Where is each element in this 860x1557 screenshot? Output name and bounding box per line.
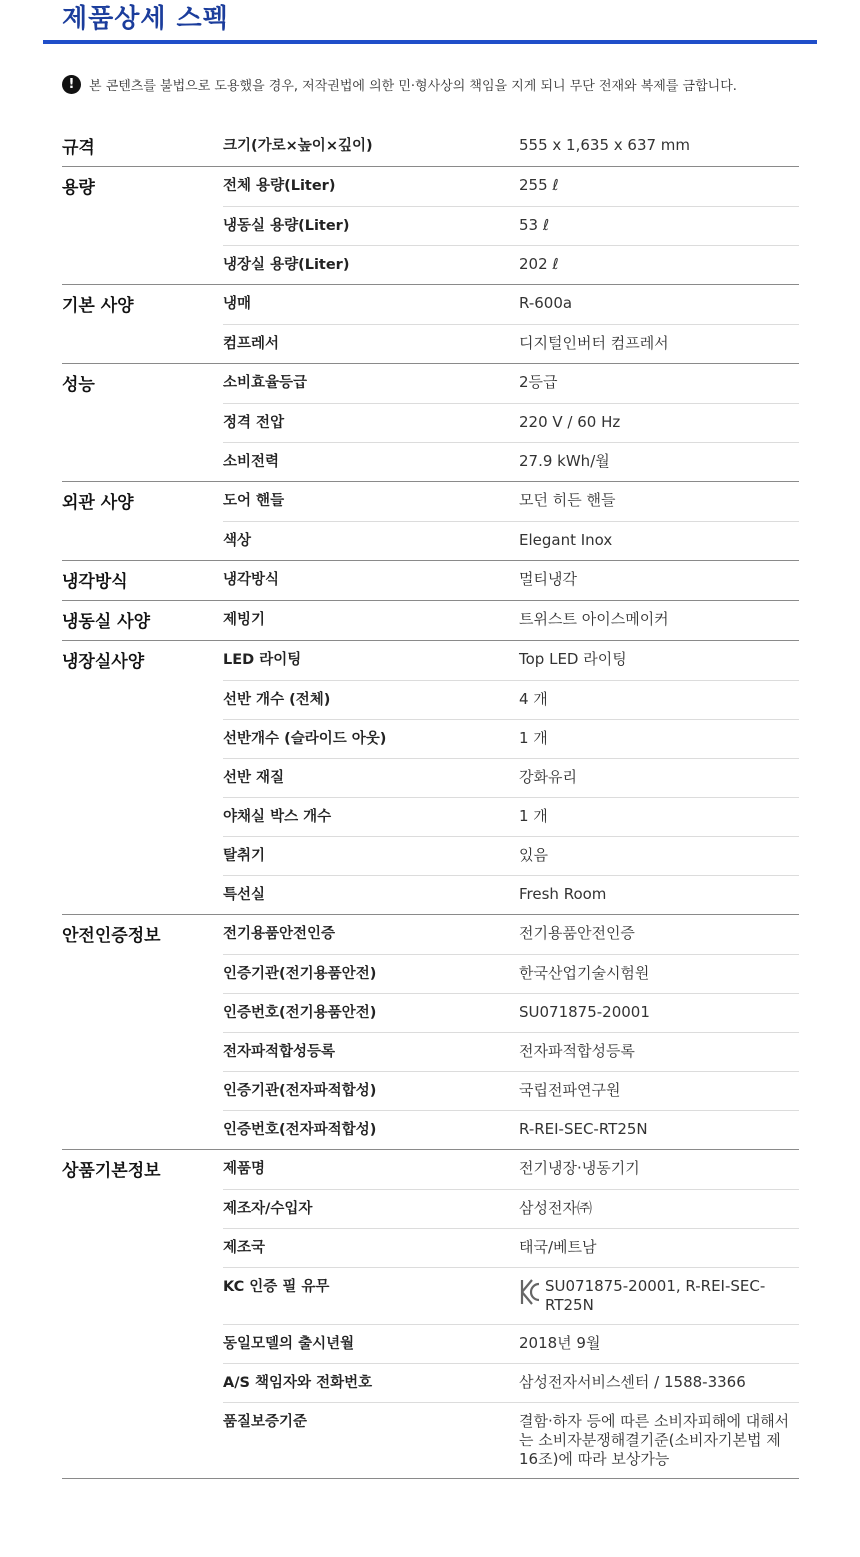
spec-value: Top LED 라이팅 [519,650,627,668]
spec-row [223,127,799,166]
spec-value: 태국/베트남 [519,1238,597,1256]
spec-group [62,167,799,285]
spec-value: 53 ℓ [519,216,550,234]
spec-row [223,521,799,560]
spec-value: Elegant Inox [519,531,613,549]
spec-group-label: 기본 사양 [62,296,134,316]
spec-group-label: 규격 [62,138,95,158]
spec-row [223,364,799,403]
spec-row [223,285,799,324]
spec-row [223,1267,799,1324]
spec-row [223,954,799,993]
spec-row [223,758,799,797]
spec-row [223,1032,799,1071]
spec-value: 27.9 kWh/월 [519,452,610,470]
page-title: 제품상세 스펙 [62,4,229,34]
spec-row [223,167,799,206]
spec-row [223,245,799,284]
spec-group [62,1150,799,1479]
spec-value: 2등급 [519,373,558,391]
spec-row [223,915,799,954]
spec-table [62,127,799,1479]
spec-label: 크기(가로×높이×깊이) [223,138,373,154]
spec-value [519,1277,799,1315]
spec-value: 국립전파연구원 [519,1081,621,1099]
spec-value: 결함·하자 등에 따른 소비자피해에 대해서는 소비자분쟁해결기준(소비자기본법 제16조)에 따라 보상가능 [519,1412,790,1468]
spec-value: 있음 [519,846,548,864]
spec-group-label: 냉동실 사양 [62,612,151,632]
spec-value: 디지털인버터 컴프레서 [519,334,669,352]
spec-row [223,1071,799,1110]
spec-value: 1 개 [519,729,548,747]
spec-rows [223,561,799,600]
spec-row [223,403,799,442]
spec-value: 2018년 9월 [519,1334,601,1352]
spec-label: 전자파적합성등록 [223,1044,336,1060]
spec-label: 품질보증기준 [223,1414,308,1430]
spec-group-label: 안전인증정보 [62,926,161,946]
spec-value: R-600a [519,294,573,312]
spec-group-label: 상품기본정보 [62,1161,161,1181]
spec-row [223,1363,799,1402]
spec-label: 냉장실 용량(Liter) [223,257,350,273]
spec-group [62,127,799,167]
spec-value: 255 ℓ [519,176,559,194]
spec-group [62,482,799,561]
spec-group-label: 냉각방식 [62,572,128,592]
spec-label: A/S 책임자와 전화번호 [223,1375,373,1391]
spec-label: 제조자/수입자 [223,1201,313,1217]
spec-label: 제빙기 [223,612,266,628]
spec-rows [223,1150,799,1478]
spec-group [62,915,799,1150]
spec-rows [223,601,799,640]
spec-rows [223,167,799,284]
spec-label: 소비효율등급 [223,375,308,391]
spec-row [223,875,799,914]
spec-group [62,364,799,482]
spec-row [223,324,799,363]
spec-label: 탈취기 [223,848,266,864]
spec-label: 인증번호(전기용품안전) [223,1005,377,1021]
exclamation-icon: ! [62,75,81,94]
spec-label: 전체 용량(Liter) [223,178,336,194]
spec-label: 냉동실 용량(Liter) [223,218,350,234]
spec-value: 전기냉장·냉동기기 [519,1159,640,1177]
spec-row [223,601,799,640]
spec-label: 야채실 박스 개수 [223,809,332,825]
spec-rows [223,364,799,481]
spec-group [62,285,799,364]
spec-row [223,993,799,1032]
spec-row [223,1110,799,1149]
spec-row [223,442,799,481]
spec-rows [223,915,799,1149]
spec-row [223,561,799,600]
spec-group-label: 외관 사양 [62,493,134,513]
spec-rows [223,127,799,166]
spec-label: 냉각방식 [223,572,280,588]
spec-label: 선반 개수 (전체) [223,692,331,708]
spec-rows [223,482,799,560]
spec-label: 컴프레서 [223,336,280,352]
spec-label: 동일모델의 출시년월 [223,1336,355,1352]
spec-label: KC 인증 필 유무 [223,1279,330,1295]
spec-row [223,1150,799,1189]
spec-row [223,206,799,245]
spec-label: 선반개수 (슬라이드 아웃) [223,731,387,747]
spec-value: 삼성전자서비스센터 / 1588-3366 [519,1373,746,1391]
spec-value: 555 x 1,635 x 637 mm [519,136,691,154]
spec-group [62,641,799,915]
spec-value: 202 ℓ [519,255,559,273]
spec-label: 도어 핸들 [223,493,285,509]
spec-row [223,1402,799,1478]
spec-value: 멀티냉각 [519,570,577,588]
spec-group-label: 성능 [62,375,95,395]
spec-label: 색상 [223,533,252,549]
spec-value: 1 개 [519,807,548,825]
kc-mark-icon [519,1277,541,1307]
spec-label: 인증기관(전기용품안전) [223,966,377,982]
spec-value: 전자파적합성등록 [519,1042,635,1060]
spec-rows [223,641,799,914]
spec-value: 강화유리 [519,768,577,786]
spec-row [223,641,799,680]
copyright-notice [62,74,737,94]
spec-value: Fresh Room [519,885,607,903]
spec-row [223,836,799,875]
spec-row [223,680,799,719]
spec-label: 소비전력 [223,454,280,470]
kc-value-wrap [519,1277,799,1315]
spec-row [223,1228,799,1267]
spec-label: 제조국 [223,1240,266,1256]
spec-row [223,1189,799,1228]
spec-value: 트위스트 아이스메이커 [519,610,669,628]
kc-value-text: SU071875-20001, R-REI-SEC-RT25N [545,1277,766,1314]
spec-label: 선반 재질 [223,770,285,786]
spec-group [62,561,799,601]
spec-value: 220 V / 60 Hz [519,413,621,431]
spec-row [223,797,799,836]
spec-value: 전기용품안전인증 [519,924,635,942]
spec-group-label: 냉장실사양 [62,652,145,672]
spec-label: 특선실 [223,887,266,903]
spec-value: 삼성전자㈜ [519,1199,592,1217]
spec-label: LED 라이팅 [223,652,302,668]
spec-label: 제품명 [223,1161,266,1177]
spec-value: R-REI-SEC-RT25N [519,1120,648,1138]
spec-label: 인증기관(전자파적합성) [223,1083,377,1099]
spec-value: SU071875-20001 [519,1003,650,1021]
spec-label: 전기용품안전인증 [223,926,336,942]
spec-value: 모던 히든 핸들 [519,491,616,509]
spec-label: 냉매 [223,296,252,312]
spec-group [62,601,799,641]
spec-group-label: 용량 [62,178,95,198]
spec-row [223,482,799,521]
spec-row [223,719,799,758]
spec-label: 정격 전압 [223,415,285,431]
spec-value: 4 개 [519,690,548,708]
spec-label: 인증번호(전자파적합성) [223,1122,377,1138]
notice-text: 본 콘텐츠를 불법으로 도용했을 경우, 저작권법에 의한 민·형사상의 책임을 지게 되니 무단 전재와 복제를 금합니다. [89,78,737,94]
spec-row [223,1324,799,1363]
title-underline [43,40,817,44]
spec-value: 한국산업기술시험원 [519,964,650,982]
spec-rows [223,285,799,363]
